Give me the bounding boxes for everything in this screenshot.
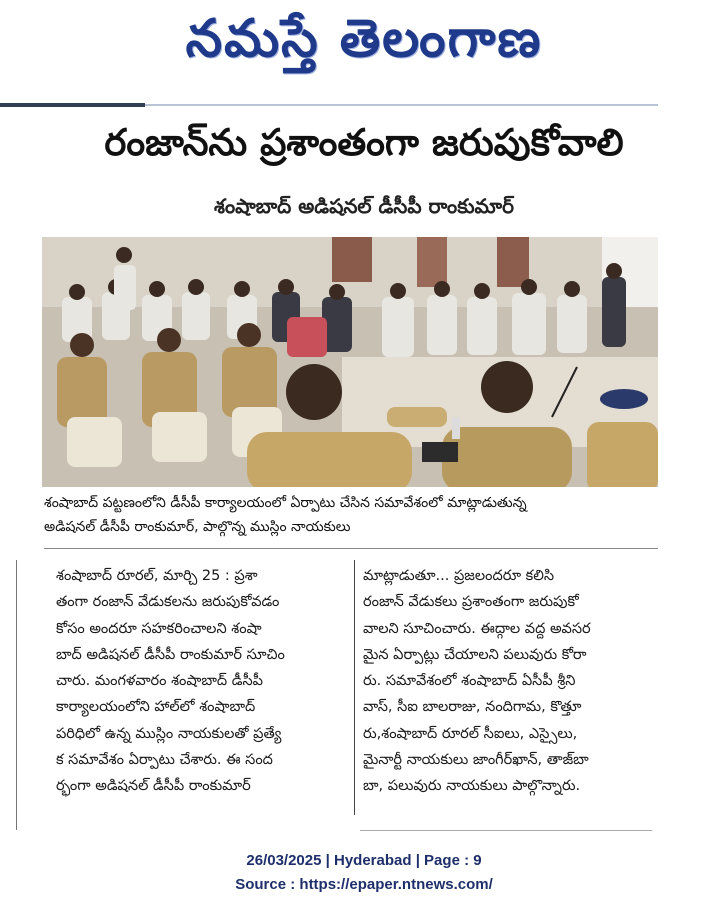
body-line: తంగా రంజాన్ వేడుకలను జరుపుకోవడం bbox=[56, 594, 280, 611]
newspaper-logo: నమస్తే తెలంగాణ bbox=[185, 8, 543, 69]
body-line: క సమావేశం ఏర్పాటు చేశారు. ఈ సంద bbox=[56, 752, 273, 769]
body-line: ర్భంగా అడిషనల్ డీసీపీ రాంకుమార్ bbox=[56, 778, 251, 795]
body-line: బాద్ అడిషనల్ డీసీపీ రాంకుమార్ సూచిం bbox=[56, 646, 285, 663]
article-headline: రంజాన్‌ను ప్రశాంతంగా జరుపుకోవాలి bbox=[104, 121, 624, 164]
body-line: పరిధిలో ఉన్న ముస్లిం నాయకులతో ప్రత్యే bbox=[56, 725, 282, 742]
body-line: కార్యాలయంలోని హాల్‌లో శంషాబాద్ bbox=[56, 699, 256, 716]
caption-line: శంషాబాద్ పట్టణంలోని డీసీపీ కార్యాలయంలో ఏర్పాటు చేసిన సమావేశంలో మాట్లాడుతున్న bbox=[44, 495, 527, 511]
body-line: మాట్లాడుతూ... ప్రజలందరూ కలిసి bbox=[363, 568, 555, 584]
masthead-rule bbox=[145, 104, 658, 106]
body-line: బా, పలువురు నాయకులు పాల్గొన్నారు. bbox=[363, 778, 581, 795]
edition-info: 26/03/2025 | Hyderabad | Page : 9 bbox=[246, 852, 482, 869]
caption-line: అడిషనల్ డీసీపీ రాంకుమార్, పాల్గొన్న ముస్లిం నాయకులు bbox=[44, 519, 351, 535]
column-divider bbox=[354, 560, 355, 815]
body-line: కోసం అందరూ సహకరించాలని శంషా bbox=[56, 620, 262, 637]
body-line: మైనార్టీ నాయకులు జాంగీర్‌ఖాన్, తాజ్‌బా bbox=[363, 752, 589, 769]
masthead bbox=[0, 0, 728, 100]
page-margin-rule bbox=[16, 560, 17, 830]
article-subheadline: శంషాబాద్ అడిషనల్ డీసీపీ రాంకుమార్ bbox=[213, 194, 514, 218]
body-line: శంషాబాద్ రూరల్, మార్చి 25 : ప్రశా bbox=[56, 568, 258, 584]
column-end-rule bbox=[360, 830, 652, 831]
page-footer bbox=[0, 849, 728, 897]
article-body-column-right bbox=[363, 563, 655, 800]
meeting-photo bbox=[42, 237, 658, 487]
photo-caption bbox=[44, 491, 664, 539]
article-body-column-left bbox=[56, 563, 346, 800]
body-line: చారు. మంగళవారం శంషాబాద్ డీసీపీ bbox=[56, 673, 263, 690]
source-link[interactable]: Source : https://epaper.ntnews.com/ bbox=[235, 876, 493, 893]
body-line: వాస్, సీఐ బాలరాజు, నందిగామ, కొత్తూ bbox=[363, 699, 582, 716]
body-line: వాలని సూచించారు. ఈద్గాల వద్ద అవసర bbox=[363, 620, 591, 637]
body-line: రంజాన్ వేడుకలు ప్రశాంతంగా జరుపుకో bbox=[363, 594, 579, 611]
body-line: మైన ఏర్పాట్లు చేయాలని పలువురు కోరా bbox=[363, 646, 587, 663]
masthead-rule-accent bbox=[0, 103, 145, 107]
caption-divider bbox=[44, 548, 658, 549]
body-line: రు. సమావేశంలో శంషాబాద్ ఏసీపీ శ్రీని bbox=[363, 673, 576, 690]
body-line: రు,శంషాబాద్ రూరల్ సీఐలు, ఎస్సైలు, bbox=[363, 725, 578, 742]
